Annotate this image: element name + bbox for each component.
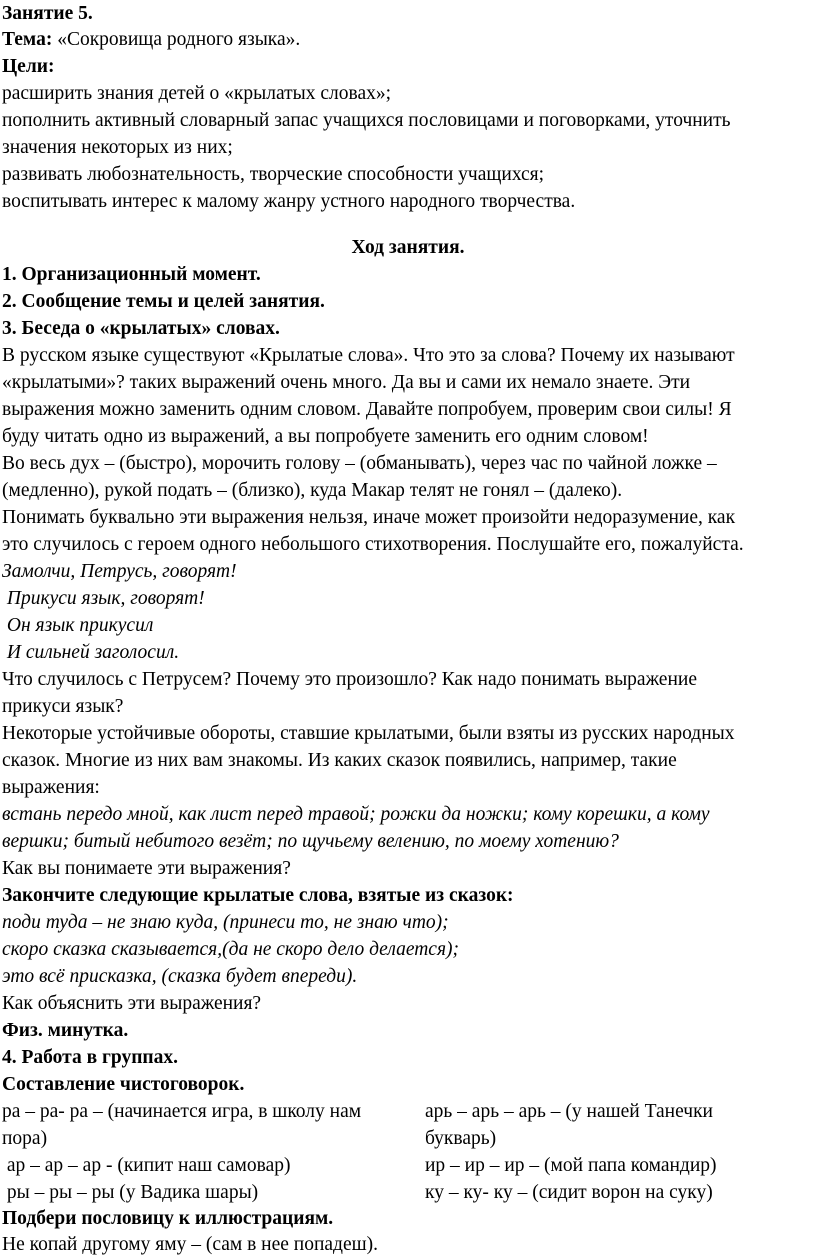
paragraph-line: (медленно), рукой подать – (близко), куда Макар телят не гонял – (далеко). <box>2 480 623 501</box>
finish-item: поди туда – не знаю куда, (принеси то, не знаю что); <box>2 912 449 933</box>
tongue-twister-left: ар – ар – ар - (кипит наш самовар) <box>2 1155 291 1176</box>
proverb-heading: Подбери пословицу к иллюстрациям. <box>2 1208 334 1229</box>
paragraph-line: это случилось с героем одного небольшого стихотворения. Послушайте его, пожалуйста. <box>2 534 744 555</box>
poem-line: Он язык прикусил <box>2 615 154 636</box>
tongue-twister-right: ку – ку- ку – (сидит ворон на суку) <box>425 1182 713 1203</box>
poem-line: И сильней заголосил. <box>2 642 180 663</box>
goal-line: развивать любознательность, творческие способности учащихся; <box>2 164 545 185</box>
paragraph-line: Что случилось с Петрусем? Почему это произошло? Как надо понимать выражение <box>2 669 697 690</box>
goals-label: Цели: <box>2 56 55 77</box>
tongue-twister-left: пора) <box>2 1128 48 1149</box>
paragraph-line: Понимать буквально эти выражения нельзя, иначе может произойти недоразумение, как <box>2 507 736 528</box>
goal-line: расширить знания детей о «крылатых словах»; <box>2 83 392 104</box>
proverb-line: Не копай другому яму – (сам в нее попадеш). <box>2 1234 379 1255</box>
topic-text: «Сокровища родного языка». <box>52 29 301 50</box>
paragraph-line: выражения: <box>2 777 100 798</box>
paragraph-line: Во весь дух – (быстро), морочить голову – (обманывать), через час по чайной ложке – <box>2 453 717 474</box>
fairy-phrases-line: встань передо мной, как лист перед травой; рожки да ножки; кому корешки, а кому <box>2 804 710 825</box>
course-title: Ход занятия. <box>351 237 465 258</box>
poem-line: Замолчи, Петрусь, говорят! <box>2 561 237 582</box>
question-line: Как вы понимаете эти выражения? <box>2 858 291 879</box>
paragraph-line: В русском языке существуют «Крылатые слова». Что это за слова? Почему их называют <box>2 345 735 366</box>
goal-line: воспитывать интерес к малому жанру устного народного творчества. <box>2 191 576 212</box>
step-heading: 3. Беседа о «крылатых» словах. <box>2 318 280 339</box>
tongue-twister-left: ра – ра- ра – (начинается игра, в школу нам <box>2 1101 362 1122</box>
groups-subtitle: Составление чистоговорок. <box>2 1074 245 1095</box>
step-heading: 2. Сообщение темы и целей занятия. <box>2 291 325 312</box>
finish-heading: Закончите следующие крылатые слова, взятые из сказок: <box>2 885 514 906</box>
tongue-twister-right: букварь) <box>425 1128 497 1149</box>
finish-item: скоро сказка сказывается,(да не скоро дело делается); <box>2 939 460 960</box>
paragraph-line: буду читать одно из выражений, а вы попробуете заменить его одним словом! <box>2 426 649 447</box>
step-heading: 1. Организационный момент. <box>2 264 261 285</box>
tongue-twister-left: ры – ры – ры (у Вадика шары) <box>2 1182 259 1203</box>
paragraph-line: прикуси язык? <box>2 696 124 717</box>
paragraph-line: выражения можно заменить одним словом. Давайте попробуем, проверим свои силы! Я <box>2 399 732 420</box>
topic-label: Тема: <box>2 29 53 50</box>
fairy-phrases-line: вершки; битый небитого везёт; по щучьему велению, по моему хотению? <box>2 831 619 852</box>
paragraph-line: «крылатыми»? таких выражений очень много. Да вы и сами их немало знаете. Эти <box>2 372 691 393</box>
paragraph-line: сказок. Многие из них вам знакомы. Из каких сказок появились, например, такие <box>2 750 677 771</box>
poem-line: Прикуси язык, говорят! <box>2 588 205 609</box>
goal-line: пополнить активный словарный запас учащихся пословицами и поговорками, уточнить <box>2 110 731 131</box>
question-line: Как объяснить эти выражения? <box>2 993 262 1014</box>
topic-line <box>2 28 300 52</box>
lesson-number: Занятие 5. <box>2 3 93 24</box>
tongue-twister-right: ир – ир – ир – (мой папа командир) <box>425 1155 717 1176</box>
tongue-twister-right: арь – арь – арь – (у нашей Танечки <box>425 1101 713 1122</box>
paragraph-line: Некоторые устойчивые обороты, ставшие крылатыми, были взяты из русских народных <box>2 723 735 744</box>
finish-item: это всё присказка, (сказка будет впереди). <box>2 966 358 987</box>
step-heading: 4. Работа в группах. <box>2 1047 179 1068</box>
break-heading: Физ. минутка. <box>2 1020 129 1041</box>
goal-line: значения некоторых из них; <box>2 137 233 158</box>
